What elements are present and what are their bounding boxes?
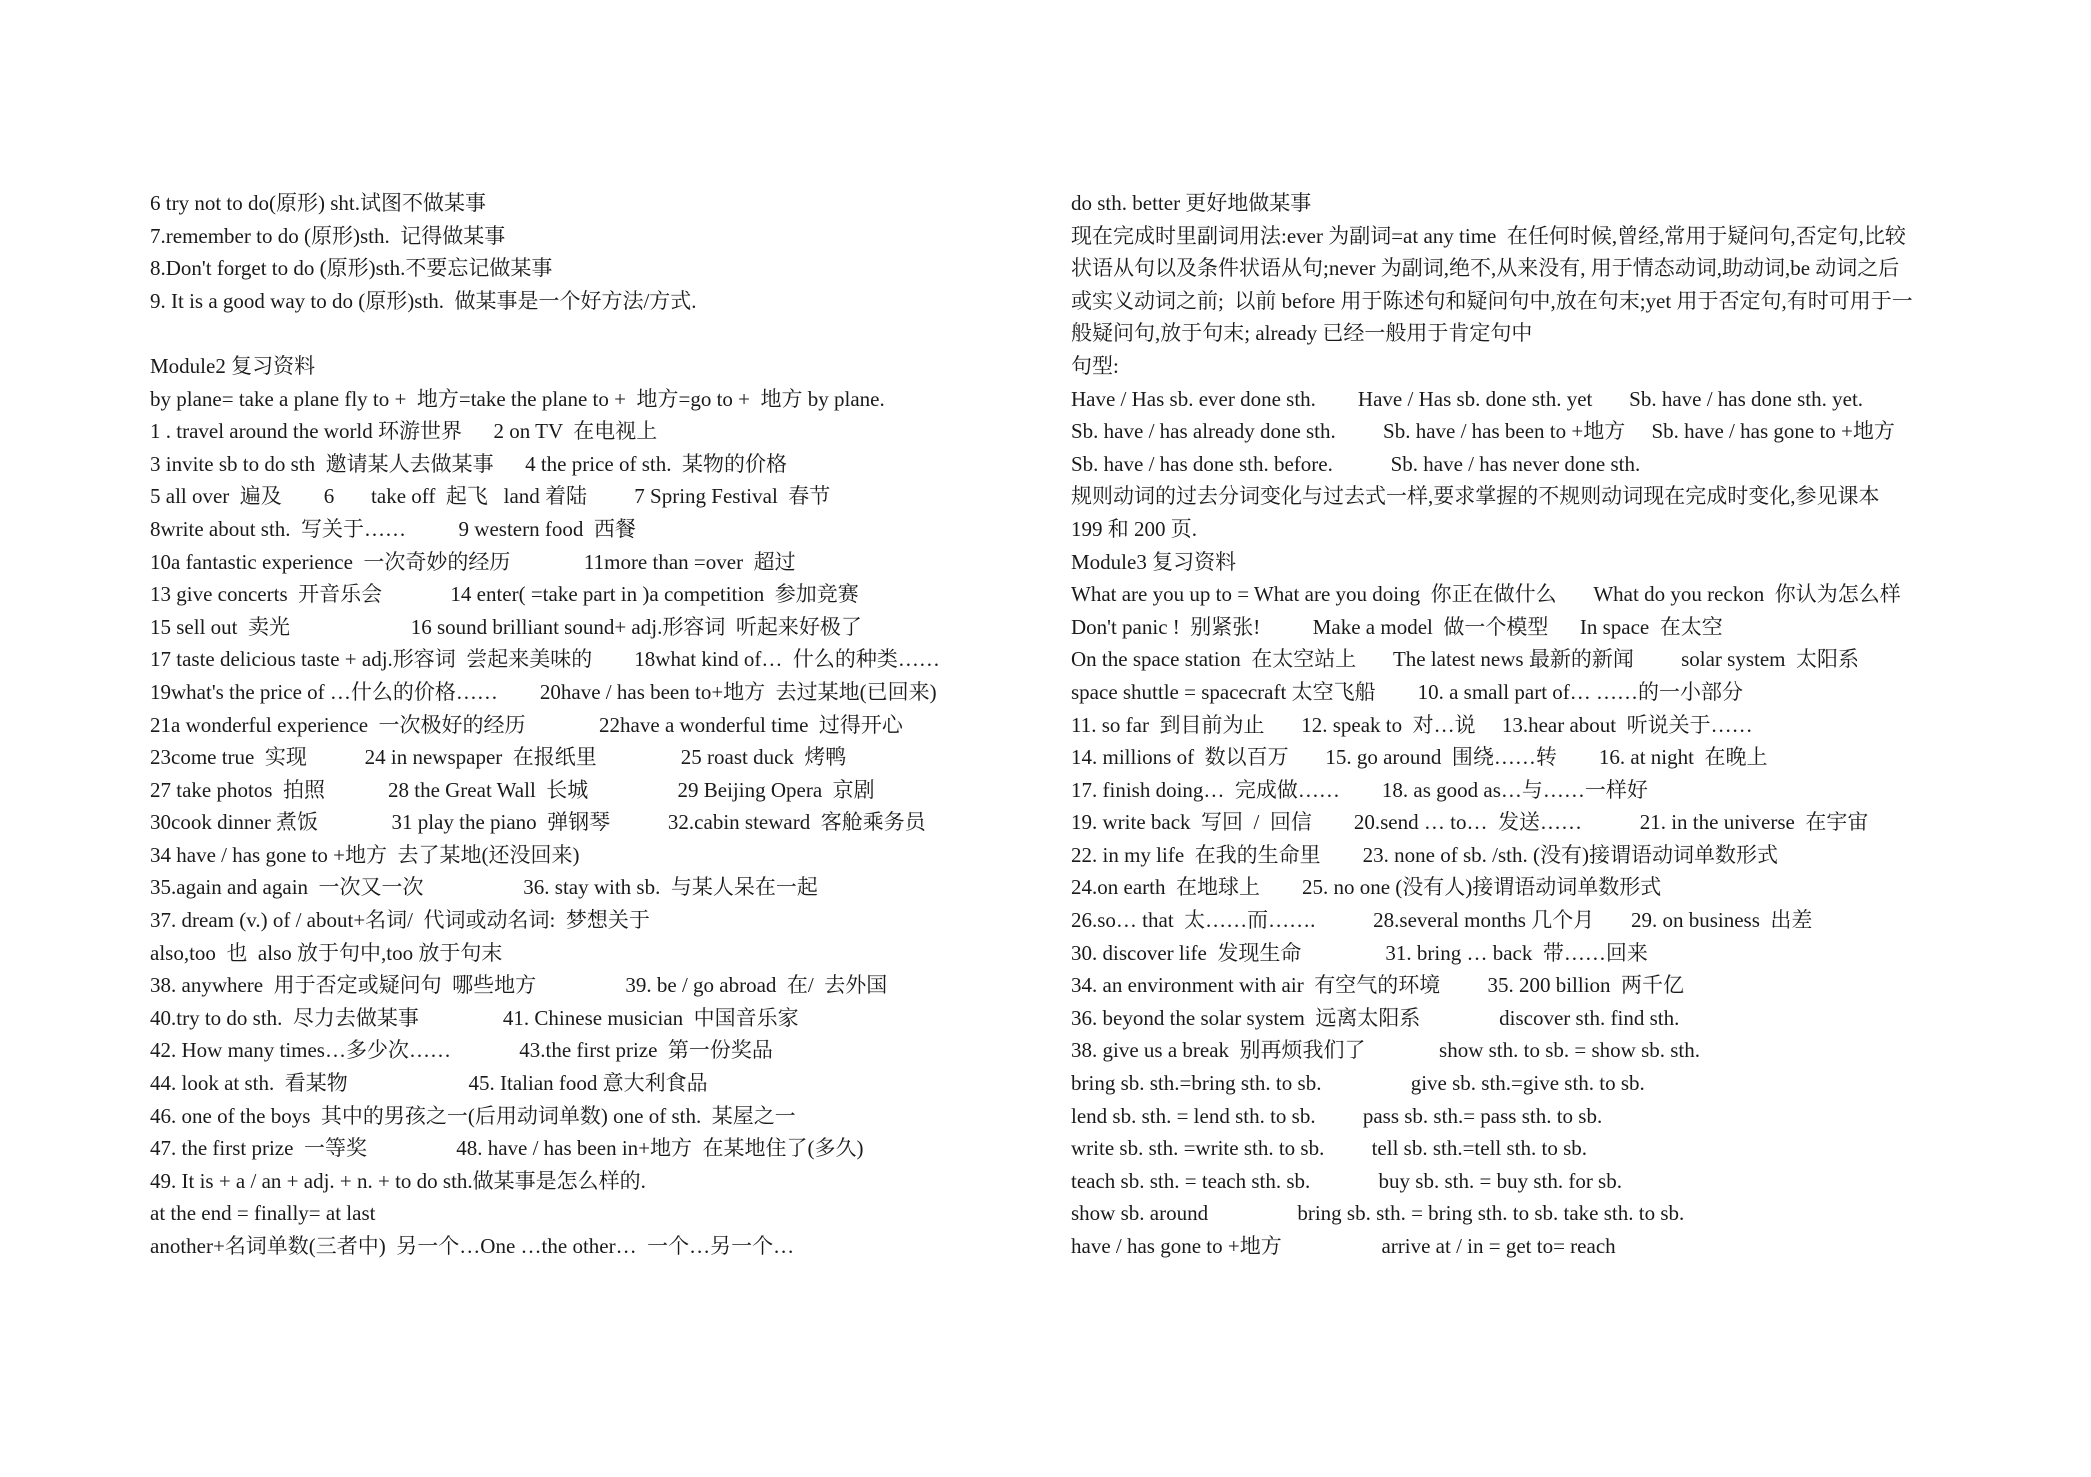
text-line: 8.Don't forget to do (原形)sth.不要忘记做某事 — [150, 256, 553, 281]
text-line: lend sb. sth. = lend sth. to sb. pass sb. sth.= pass sth. to sb. — [1071, 1103, 1603, 1128]
text-line: 34. an environment with air 有空气的环境 35. 200 billion 两千亿 — [1071, 973, 1685, 998]
text-line: do sth. better 更好地做某事 — [1071, 191, 1312, 215]
text-line: Don't panic ! 别紧张! Make a model 做一个模型 In space 在太空 — [1071, 614, 1723, 639]
text-line: Sb. have / has done sth. before. Sb. have / has never done sth. — [1071, 451, 1641, 476]
section-heading-module2: Module2 复习资料 — [150, 353, 316, 378]
text-line: 6 try not to do(原形) sht.试图不做某事 — [150, 191, 486, 215]
text-line: Have / Has sb. ever done sth. Have / Has sb. done sth. yet Sb. have / has done sth. yet. — [1071, 386, 1864, 411]
right-column — [1071, 187, 1961, 1263]
text-line: by plane= take a plane fly to + 地方=take the plane to + 地方=go to + 地方 by plane. — [150, 386, 885, 411]
text-line: space shuttle = spacecraft 太空飞船 10. a small part of… ……的一小部分 — [1071, 679, 1744, 704]
text-line: On the space station 在太空站上 The latest news 最新的新闻 solar system 太阳系 — [1071, 647, 1859, 672]
section-heading-module3: Module3 复习资料 — [1071, 549, 1237, 574]
text-line: 1 . travel around the world 环游世界 2 on TV 在电视上 — [150, 419, 658, 444]
text-line: What are you up to = What are you doing 你正在做什么 What do you reckon 你认为怎么样 — [1071, 582, 1901, 607]
text-line: 19what's the price of …什么的价格…… 20have / has been to+地方 去过某地(已回来) — [150, 679, 937, 704]
text-line: 15 sell out 卖光 16 sound brilliant sound+ adj.形容词 听起来好极了 — [150, 614, 862, 639]
text-line: Sb. have / has already done sth. Sb. have / has been to +地方 Sb. have / has gone to +地方 — [1071, 419, 1895, 444]
text-line: 3 invite sb to do sth 邀请某人去做某事 4 the price of sth. 某物的价格 — [150, 451, 787, 476]
text-line: also,too 也 also 放于句中,too 放于句末 — [150, 940, 503, 965]
text-line: 10a fantastic experience 一次奇妙的经历 11more than =over 超过 — [150, 549, 796, 574]
text-line: 40.try to do sth. 尽力去做某事 41. Chinese musician 中国音乐家 — [150, 1005, 799, 1030]
text-line: 14. millions of 数以百万 15. go around 围绕……转 16. at night 在晚上 — [1071, 745, 1768, 770]
text-line: 30. discover life 发现生命 31. bring … back 带……回来 — [1071, 940, 1648, 965]
text-line: 8write about sth. 写关于…… 9 western food 西餐 — [150, 516, 636, 541]
text-line: 23come true 实现 24 in newspaper 在报纸里 25 roast duck 烤鸭 — [150, 745, 847, 770]
text-line: 或实义动词之前; 以前 before 用于陈述句和疑问句中,放在句末;yet 用于否定句,有时可用于一 — [1071, 288, 1913, 313]
text-line: 句型: — [1071, 353, 1119, 378]
text-line: 5 all over 遍及 6 take off 起飞 land 着陆 7 Spring Festival 春节 — [150, 484, 831, 509]
text-line: 49. It is + a / an + adj. + n. + to do sth.做某事是怎么样的. — [150, 1168, 646, 1193]
text-line: 13 give concerts 开音乐会 14 enter( =take part in )a competition 参加竞赛 — [150, 582, 859, 607]
text-line: 状语从句以及条件状语从句;never 为副词,绝不,从来没有, 用于情态动词,助动词,be 动词之后 — [1071, 256, 1900, 281]
text-line: 38. anywhere 用于否定或疑问句 哪些地方 39. be / go abroad 在/ 去外国 — [150, 973, 888, 998]
text-line: 般疑问句,放于句末; already 已经一般用于肯定句中 — [1071, 321, 1533, 346]
text-line: 9. It is a good way to do (原形)sth. 做某事是一个好方法/方式. — [150, 288, 697, 313]
text-line: 30cook dinner 煮饭 31 play the piano 弹钢琴 32.cabin steward 客舱乘务员 — [150, 810, 926, 835]
text-line: 35.again and again 一次又一次 36. stay with sb. 与某人呆在一起 — [150, 875, 818, 900]
text-line: have / has gone to +地方 arrive at / in = get to= reach — [1071, 1234, 1616, 1258]
text-line: 26.so… that 太……而……. 28.several months 几个月 29. on business 出差 — [1071, 908, 1813, 933]
text-line: show sb. around bring sb. sth. = bring sth. to sb. take sth. to sb. — [1071, 1201, 1685, 1226]
text-line: 47. the first prize 一等奖 48. have / has been in+地方 在某地住了(多久) — [150, 1136, 864, 1161]
text-line: write sb. sth. =write sth. to sb. tell sb. sth.=tell sth. to sb. — [1071, 1136, 1588, 1161]
blank-line — [150, 317, 1030, 350]
text-line: 37. dream (v.) of / about+名词/ 代词或动名词: 梦想关于 — [150, 908, 650, 933]
text-line: 34 have / has gone to +地方 去了某地(还没回来) — [150, 842, 580, 867]
text-line: 22. in my life 在我的生命里 23. none of sb. /sth. (没有)接谓语动词单数形式 — [1071, 842, 1778, 867]
text-line: 21a wonderful experience 一次极好的经历 22have a wonderful time 过得开心 — [150, 712, 903, 737]
text-line: 36. beyond the solar system 远离太阳系 discover sth. find sth. — [1071, 1005, 1680, 1030]
text-line: 199 和 200 页. — [1071, 516, 1197, 541]
text-line: 规则动词的过去分词变化与过去式一样,要求掌握的不规则动词现在完成时变化,参见课本 — [1071, 484, 1880, 509]
text-line: 42. How many times…多少次…… 43.the first prize 第一份奖品 — [150, 1038, 773, 1063]
text-line: 现在完成时里副词用法:ever 为副词=at any time 在任何时候,曾经,常用于疑问句,否定句,比较 — [1071, 223, 1906, 248]
text-line: bring sb. sth.=bring sth. to sb. give sb. sth.=give sth. to sb. — [1071, 1071, 1645, 1096]
text-line: 38. give us a break 别再烦我们了 show sth. to sb. = show sb. sth. — [1071, 1038, 1700, 1063]
text-line: another+名词单数(三者中) 另一个…One …the other… 一个…另一个… — [150, 1234, 795, 1258]
text-line: 17. finish doing… 完成做…… 18. as good as…与……一样好 — [1071, 777, 1648, 802]
text-line: 17 taste delicious taste + adj.形容词 尝起来美味的 18what kind of… 什么的种类…… — [150, 647, 940, 672]
text-line: 44. look at sth. 看某物 45. Italian food 意大利食品 — [150, 1071, 708, 1096]
text-line: 46. one of the boys 其中的男孩之一(后用动词单数) one of sth. 某屋之一 — [150, 1103, 796, 1128]
text-line: 7.remember to do (原形)sth. 记得做某事 — [150, 223, 506, 248]
text-line: at the end = finally= at last — [150, 1201, 376, 1226]
text-line: 19. write back 写回 / 回信 20.send … to… 发送…… 21. in the universe 在宇宙 — [1071, 810, 1869, 835]
text-line: 24.on earth 在地球上 25. no one (没有人)接谓语动词单数形式 — [1071, 875, 1662, 900]
left-column — [150, 187, 1030, 1263]
text-line: teach sb. sth. = teach sth. sb. buy sb. sth. = buy sth. for sb. — [1071, 1168, 1622, 1193]
text-line: 11. so far 到目前为止 12. speak to 对…说 13.hear about 听说关于…… — [1071, 712, 1753, 737]
text-line: 27 take photos 拍照 28 the Great Wall 长城 29 Beijing Opera 京剧 — [150, 777, 875, 802]
